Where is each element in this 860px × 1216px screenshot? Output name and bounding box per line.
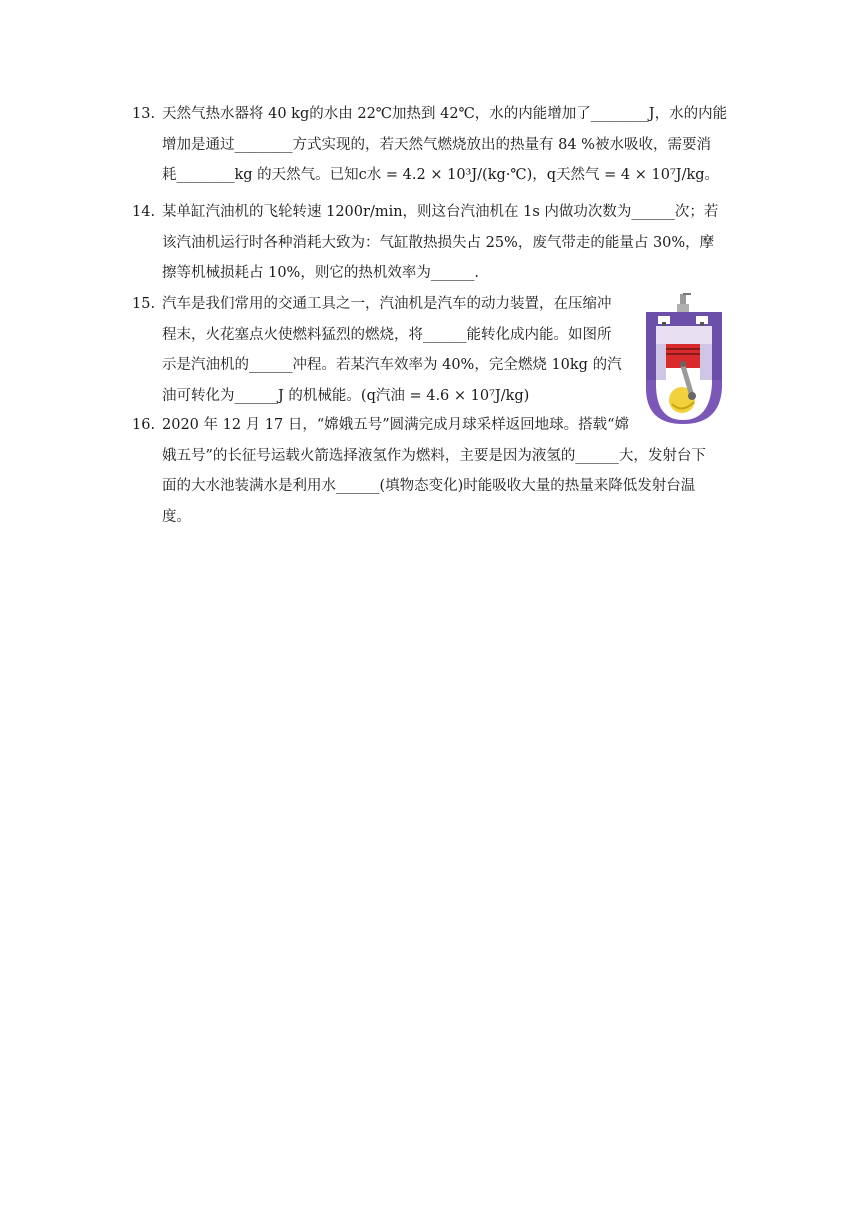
engine-icon [636,292,730,424]
question-line: 某单缸汽油机的飞轮转速 1200r/min，则这台汽油机在 1s 内做功次数为______次；若 [162,204,719,220]
question-number: 16. [132,417,156,433]
question-line: 汽车是我们常用的交通工具之一，汽油机是汽车的动力装置，在压缩冲 [162,296,612,312]
question-line: 该汽油机运行时各种消耗大致为：气缸散热损失占 25%，废气带走的能量占 30%，摩 [162,234,715,251]
question-15 [132,289,642,411]
question-number: 13. [132,106,156,122]
question-16 [132,410,732,532]
question-13 [132,99,732,191]
question-line: 2020 年 12 月 17 日，“嫦娥五号”圆满完成月球采样返回地球。搭载“嫦 [162,417,630,433]
question-number: 14. [132,204,156,220]
question-line: 面的大水池装满水是利用水______(填物态变化)时能吸收大量的热量来降低发射台温 [162,478,696,494]
question-line: 程末，火花塞点火使燃料猛烈的燃烧，将______能转化成内能。如图所 [162,326,612,343]
question-line: 耗________kg 的天然气。已知c水 = 4.2 × 10³J/(kg·℃)，q天然气 = 4 × 10⁷J/kg。 [162,167,720,183]
question-line: 娥五号”的长征号运载火箭选择液氢作为燃料，主要是因为液氢的______大，发射台下 [162,447,706,464]
question-14 [132,197,732,289]
question-line: 油可转化为______J 的机械能。(q汽油 = 4.6 × 10⁷J/kg) [162,387,530,404]
question-line: 增加是通过________方式实现的，若天然气燃烧放出的热量有 84 %被水吸收，需要消 [162,136,711,153]
question-line: 度。 [162,508,191,525]
question-number: 15. [132,296,156,312]
question-line: 示是汽油机的______冲程。若某汽车效率为 40%，完全燃烧 10kg 的汽 [162,357,622,373]
question-line: 擦等机械损耗占 10%，则它的热机效率为______. [162,265,479,281]
gasoline-engine-cylinder-diagram [636,292,730,424]
question-line: 天然气热水器将 40 kg的水由 22℃加热到 42℃，水的内能增加了________J，水的内能 [162,106,728,122]
